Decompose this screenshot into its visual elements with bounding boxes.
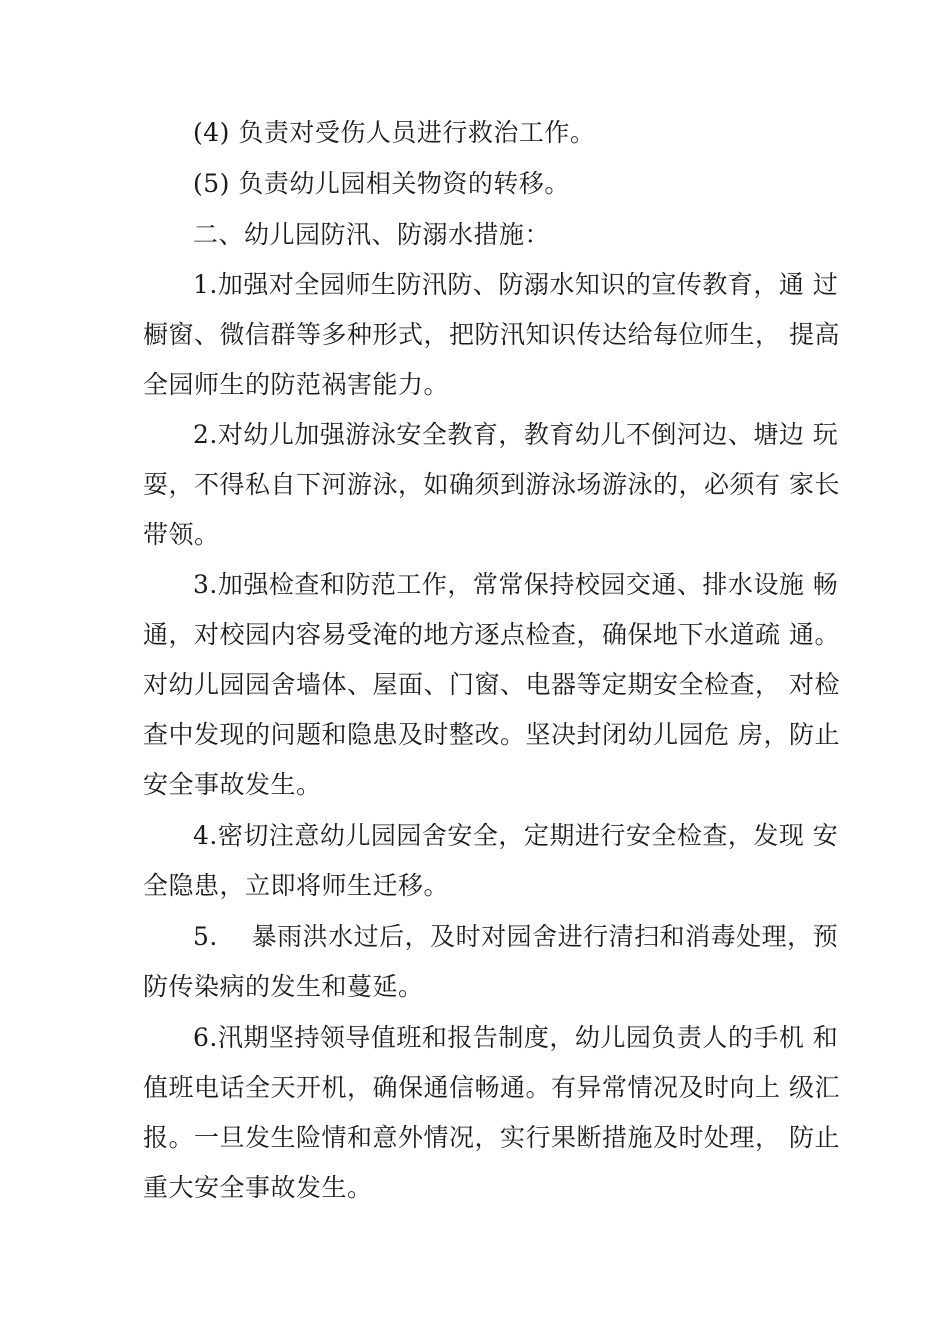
paragraph-1-line-1: 1.加强对全园师生防汛防、防溺水知识的宣传教育，通 过 [193, 270, 839, 299]
list-item-5: (5) 负责幼儿园相关物资的转移。 [193, 169, 570, 198]
paragraph-6-line-4: 重大安全事故发生。 [143, 1173, 373, 1202]
paragraph-4-line-1: 4.密切注意幼儿园园舍安全，定期进行安全检查，发现 安 [193, 821, 839, 850]
paragraph-5-line-1: 5. 暴雨洪水过后，及时对园舍进行清扫和消毒处理，预 [193, 922, 839, 951]
paragraph-3-line-3: 对幼儿园园舍墙体、屋面、门窗、电器等定期安全检查， 对检 [143, 670, 840, 699]
paragraph-3-line-4: 查中发现的问题和隐患及时整改。坚决封闭幼儿园危 房，防止 [143, 720, 840, 749]
paragraph-6-line-3: 报。一旦发生险情和意外情况，实行果断措施及时处理， 防止 [143, 1123, 840, 1152]
paragraph-4-line-2: 全隐患，立即将师生迁移。 [143, 871, 450, 900]
paragraph-5-line-2: 防传染病的发生和蔓延。 [143, 972, 424, 1001]
section-heading: 二、幼儿园防汛、防溺水措施： [193, 220, 551, 249]
paragraph-1-line-2: 橱窗、微信群等多种形式，把防汛知识传达给每位师生， 提高 [143, 320, 840, 349]
list-item-4: (4) 负责对受伤人员进行救治工作。 [193, 118, 596, 147]
paragraph-1-line-3: 全园师生的防范祸害能力。 [143, 370, 450, 399]
paragraph-3-line-2: 通，对校园内容易受淹的地方逐点检查，确保地下水道疏 通。 [143, 620, 840, 649]
paragraph-2-line-3: 带领。 [143, 520, 220, 549]
paragraph-2-line-1: 2.对幼儿加强游泳安全教育，教育幼儿不倒河边、塘边 玩 [193, 420, 839, 449]
paragraph-6-line-1: 6.汛期坚持领导值班和报告制度，幼儿园负责人的手机 和 [193, 1023, 839, 1052]
paragraph-3-line-1: 3.加强检查和防范工作，常常保持校园交通、排水设施 畅 [193, 570, 839, 599]
paragraph-2-line-2: 耍，不得私自下河游泳，如确须到游泳场游泳的，必须有 家长 [143, 470, 840, 499]
paragraph-3-line-5: 安全事故发生。 [143, 770, 322, 799]
paragraph-6-line-2: 值班电话全天开机，确保通信畅通。有异常情况及时向上 级汇 [143, 1073, 840, 1102]
